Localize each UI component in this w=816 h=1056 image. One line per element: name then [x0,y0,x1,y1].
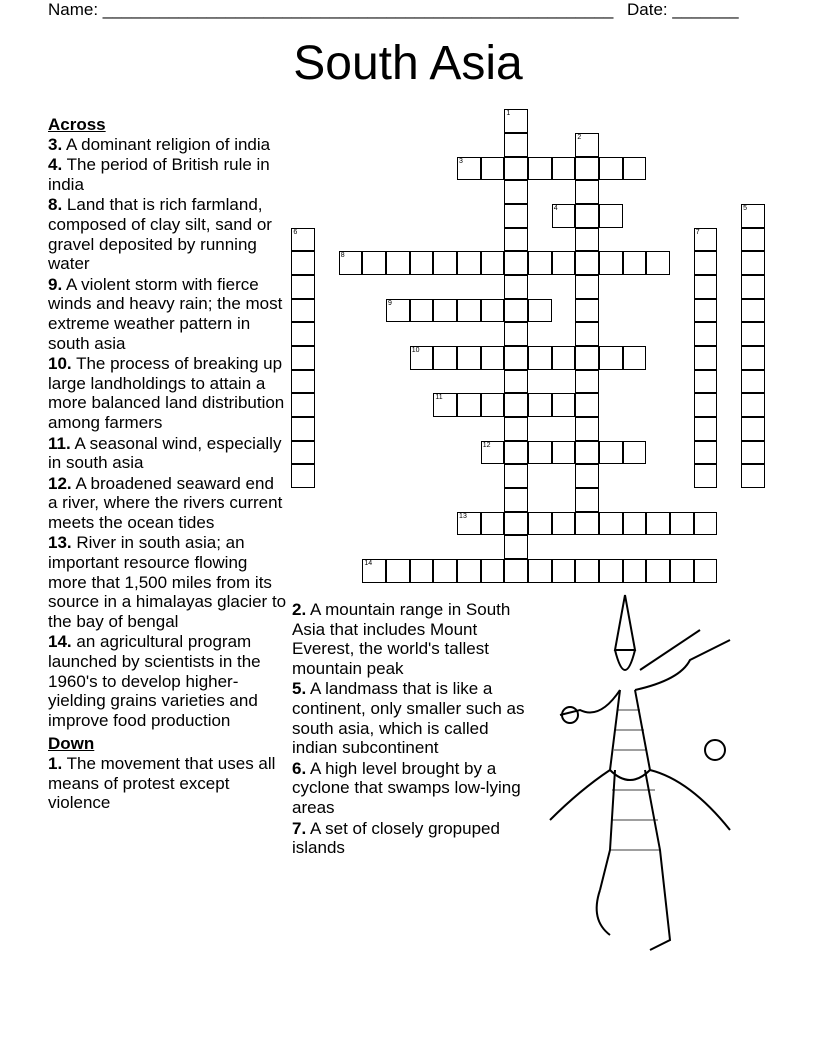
grid-cell[interactable] [291,299,315,323]
grid-cell[interactable] [504,417,528,441]
grid-cell[interactable] [457,559,481,583]
grid-cell[interactable] [481,559,505,583]
clue-text: The process of breaking up large landholdings to attain a more balanced land distribution among farmers [48,354,285,432]
grid-cell[interactable] [481,299,505,323]
grid-cell[interactable] [504,393,528,417]
grid-cell[interactable] [552,204,576,228]
grid-cell[interactable] [291,417,315,441]
grid-cell[interactable] [362,251,386,275]
grid-cell[interactable] [741,441,765,465]
clue-number: 10. [48,354,72,374]
grid-cell[interactable] [552,559,576,583]
across-clue [48,533,288,631]
grid-cell[interactable] [694,228,718,252]
grid-cell[interactable] [552,251,576,275]
grid-cell[interactable] [575,133,599,157]
grid-cell[interactable] [575,488,599,512]
grid-cell[interactable] [670,512,694,536]
grid-cell[interactable] [504,299,528,323]
cell-number: 2 [577,134,582,142]
clue-text: The movement that uses all means of protest except violence [48,754,276,813]
grid-cell[interactable] [623,157,647,181]
down-clue-list-continued [292,600,532,858]
across-clue [48,474,288,533]
grid-cell[interactable] [386,251,410,275]
clue-number: 11. [48,433,71,453]
grid-cell[interactable] [291,393,315,417]
clue-number: 2. [292,600,307,619]
grid-cell[interactable] [599,346,623,370]
clue-number: 1. [48,754,63,773]
clue-number: 8. [48,195,63,215]
grid-cell[interactable] [481,512,505,536]
grid-cell[interactable] [504,441,528,465]
across-clue [48,632,288,730]
grid-cell[interactable] [504,370,528,394]
grid-cell[interactable] [504,228,528,252]
grid-cell[interactable] [741,251,765,275]
grid-cell[interactable] [291,322,315,346]
grid-cell[interactable] [575,559,599,583]
grid-cell[interactable] [504,251,528,275]
grid-cell[interactable] [504,275,528,299]
across-clue [48,195,288,273]
grid-cell[interactable] [457,251,481,275]
cell-number: 3 [459,157,463,165]
grid-cell[interactable] [575,464,599,488]
clue-number: 9. [48,274,63,294]
grid-cell[interactable] [741,275,765,299]
grid-cell[interactable] [504,535,528,559]
cell-number: 13 [459,512,467,520]
grid-cell[interactable] [575,251,599,275]
clue-text: A high level brought by a cyclone that swamps low-lying areas [292,758,521,817]
grid-cell[interactable] [528,559,552,583]
cell-number: 5 [743,205,747,213]
grid-cell[interactable] [623,559,647,583]
across-clue [48,434,288,473]
grid-cell[interactable] [575,393,599,417]
grid-cell[interactable] [481,441,505,465]
grid-cell[interactable] [410,299,434,323]
grid-cell[interactable] [504,512,528,536]
grid-cell[interactable] [528,299,552,323]
grid-cell[interactable] [528,251,552,275]
grid-cell[interactable] [291,464,315,488]
grid-cell[interactable] [457,299,481,323]
cell-number: 6 [293,228,298,236]
grid-cell[interactable] [694,251,718,275]
grid-cell[interactable] [457,512,481,536]
cell-number: 9 [388,299,392,307]
cell-number: 12 [482,441,491,449]
grid-cell[interactable] [552,393,576,417]
grid-cell[interactable] [410,346,434,370]
grid-cell[interactable] [528,157,552,181]
grid-cell[interactable] [741,204,765,228]
grid-cell[interactable] [362,559,386,583]
grid-cell[interactable] [575,157,599,181]
grid-cell[interactable] [599,251,623,275]
dancer-illustration [540,590,740,960]
grid-cell[interactable] [623,251,647,275]
grid-cell[interactable] [741,393,765,417]
grid-cell[interactable] [599,204,623,228]
clue-text: A mountain range in South Asia that includes Mount Everest, the world's tallest mountain peak [292,600,511,678]
grid-cell[interactable] [741,228,765,252]
date-field-label: Date: _______ [627,0,739,19]
grid-cell[interactable] [694,370,718,394]
page-title: South Asia [293,37,523,90]
grid-cell[interactable] [339,251,363,275]
cell-number: 10 [411,347,420,355]
grid-cell[interactable] [599,441,623,465]
clue-number: 14. [48,632,72,652]
across-clue [48,155,288,194]
clue-number: 3. [48,134,63,154]
across-heading: Across [48,115,106,134]
grid-cell[interactable] [575,275,599,299]
grid-cell[interactable] [528,512,552,536]
grid-cell[interactable] [623,346,647,370]
clue-number: 5. [292,679,307,699]
clues-left-column [48,113,288,814]
grid-cell[interactable] [694,464,718,488]
grid-cell[interactable] [291,275,315,299]
grid-cell[interactable] [623,441,647,465]
grid-cell[interactable] [575,180,599,204]
grid-cell[interactable] [741,370,765,394]
clue-text: an agricultural program launched by scientists in the 1960's to develop higher-yielding grains varieties and improve food production [48,632,261,730]
grid-cell[interactable] [575,299,599,323]
grid-cell[interactable] [504,488,528,512]
name-field-label: Name: ______________________________________________________ [48,0,614,19]
clue-text: The period of British rule in india [48,155,270,194]
grid-cell[interactable] [623,512,647,536]
down-clue [48,754,288,813]
grid-cell[interactable] [670,559,694,583]
clue-text: A seasonal wind, especially in south asia [48,433,282,473]
grid-cell[interactable] [694,393,718,417]
grid-cell[interactable] [741,464,765,488]
clue-number: 13. [48,533,72,553]
grid-cell[interactable] [291,346,315,370]
grid-cell[interactable] [694,417,718,441]
grid-cell[interactable] [575,228,599,252]
grid-cell[interactable] [291,228,315,252]
grid-cell[interactable] [433,299,457,323]
down-clue [292,819,532,858]
grid-cell[interactable] [291,251,315,275]
grid-cell[interactable] [741,299,765,323]
grid-cell[interactable] [504,322,528,346]
grid-cell[interactable] [481,251,505,275]
grid-cell[interactable] [504,180,528,204]
grid-cell[interactable] [694,299,718,323]
grid-cell[interactable] [646,251,670,275]
grid-cell[interactable] [694,559,718,583]
grid-cell[interactable] [575,512,599,536]
grid-cell[interactable] [457,346,481,370]
grid-cell[interactable] [528,346,552,370]
grid-cell[interactable] [504,157,528,181]
across-clue [48,354,288,432]
clue-text: A landmass that is like a continent, only smaller such as south asia, which is called indian subcontinent [292,679,525,758]
grid-cell[interactable] [433,393,457,417]
cell-number: 7 [695,228,700,236]
grid-cell[interactable] [504,346,528,370]
down-clue [292,600,532,678]
cell-number: 14 [364,560,373,568]
grid-cell[interactable] [457,393,481,417]
clue-number: 12. [48,473,72,493]
clue-text: A dominant religion of india [65,134,271,154]
grid-cell[interactable] [552,512,576,536]
grid-cell[interactable] [504,464,528,488]
clue-number: 6. [292,758,307,778]
grid-cell[interactable] [504,133,528,157]
grid-cell[interactable] [575,441,599,465]
grid-cell[interactable] [410,559,434,583]
grid-cell[interactable] [528,441,552,465]
cell-number: 8 [340,252,345,260]
across-clue-list [48,135,288,731]
grid-cell[interactable] [599,559,623,583]
grid-cell[interactable] [741,322,765,346]
grid-cell[interactable] [504,559,528,583]
grid-cell[interactable] [386,559,410,583]
grid-cell[interactable] [694,322,718,346]
down-clue [292,759,532,818]
grid-cell[interactable] [741,417,765,441]
across-clue [48,275,288,353]
grid-cell[interactable] [575,204,599,228]
across-clue [48,135,288,155]
clue-number: 4. [48,155,63,175]
grid-cell[interactable] [504,204,528,228]
grid-cell[interactable] [575,370,599,394]
down-clue-list [48,754,288,813]
cell-number: 1 [506,110,511,118]
grid-cell[interactable] [694,512,718,536]
grid-cell[interactable] [457,157,481,181]
cell-number: 4 [553,205,558,213]
down-heading: Down [48,734,95,754]
grid-cell[interactable] [575,346,599,370]
grid-cell[interactable] [575,417,599,441]
grid-cell[interactable] [528,393,552,417]
grid-cell[interactable] [599,157,623,181]
grid-cell[interactable] [433,559,457,583]
grid-cell[interactable] [291,441,315,465]
grid-cell[interactable] [386,299,410,323]
clue-text: A set of closely gropuped islands [292,818,500,858]
grid-cell[interactable] [694,275,718,299]
clue-text: A violent storm with fierce winds and heavy rain; the most extreme weather pattern in south asia [48,274,283,353]
grid-cell[interactable] [552,346,576,370]
grid-cell[interactable] [694,346,718,370]
grid-cell[interactable] [575,322,599,346]
grid-cell[interactable] [599,512,623,536]
grid-cell[interactable] [433,251,457,275]
clue-text: A broadened seaward end a river, where the rivers current meets the ocean tides [48,473,283,532]
grid-cell[interactable] [741,346,765,370]
grid-cell[interactable] [410,251,434,275]
grid-cell[interactable] [291,370,315,394]
clue-text: River in south asia; an important resource flowing more that 1,500 miles from its source in a himalayas glacier to the bay of bengal [48,533,287,631]
grid-cell[interactable] [481,393,505,417]
grid-cell[interactable] [552,157,576,181]
clue-number: 7. [292,818,307,838]
grid-cell[interactable] [552,441,576,465]
grid-cell[interactable] [646,559,670,583]
grid-cell[interactable] [481,346,505,370]
clues-right-column [292,600,532,859]
grid-cell[interactable] [646,512,670,536]
grid-cell[interactable] [481,157,505,181]
grid-cell[interactable] [504,109,528,133]
cell-number: 11 [435,394,443,402]
grid-cell[interactable] [694,441,718,465]
grid-cell[interactable] [433,346,457,370]
down-clue [292,679,532,757]
clue-text: Land that is rich farmland, composed of clay silt, sand or gravel deposited by running water [48,195,272,274]
